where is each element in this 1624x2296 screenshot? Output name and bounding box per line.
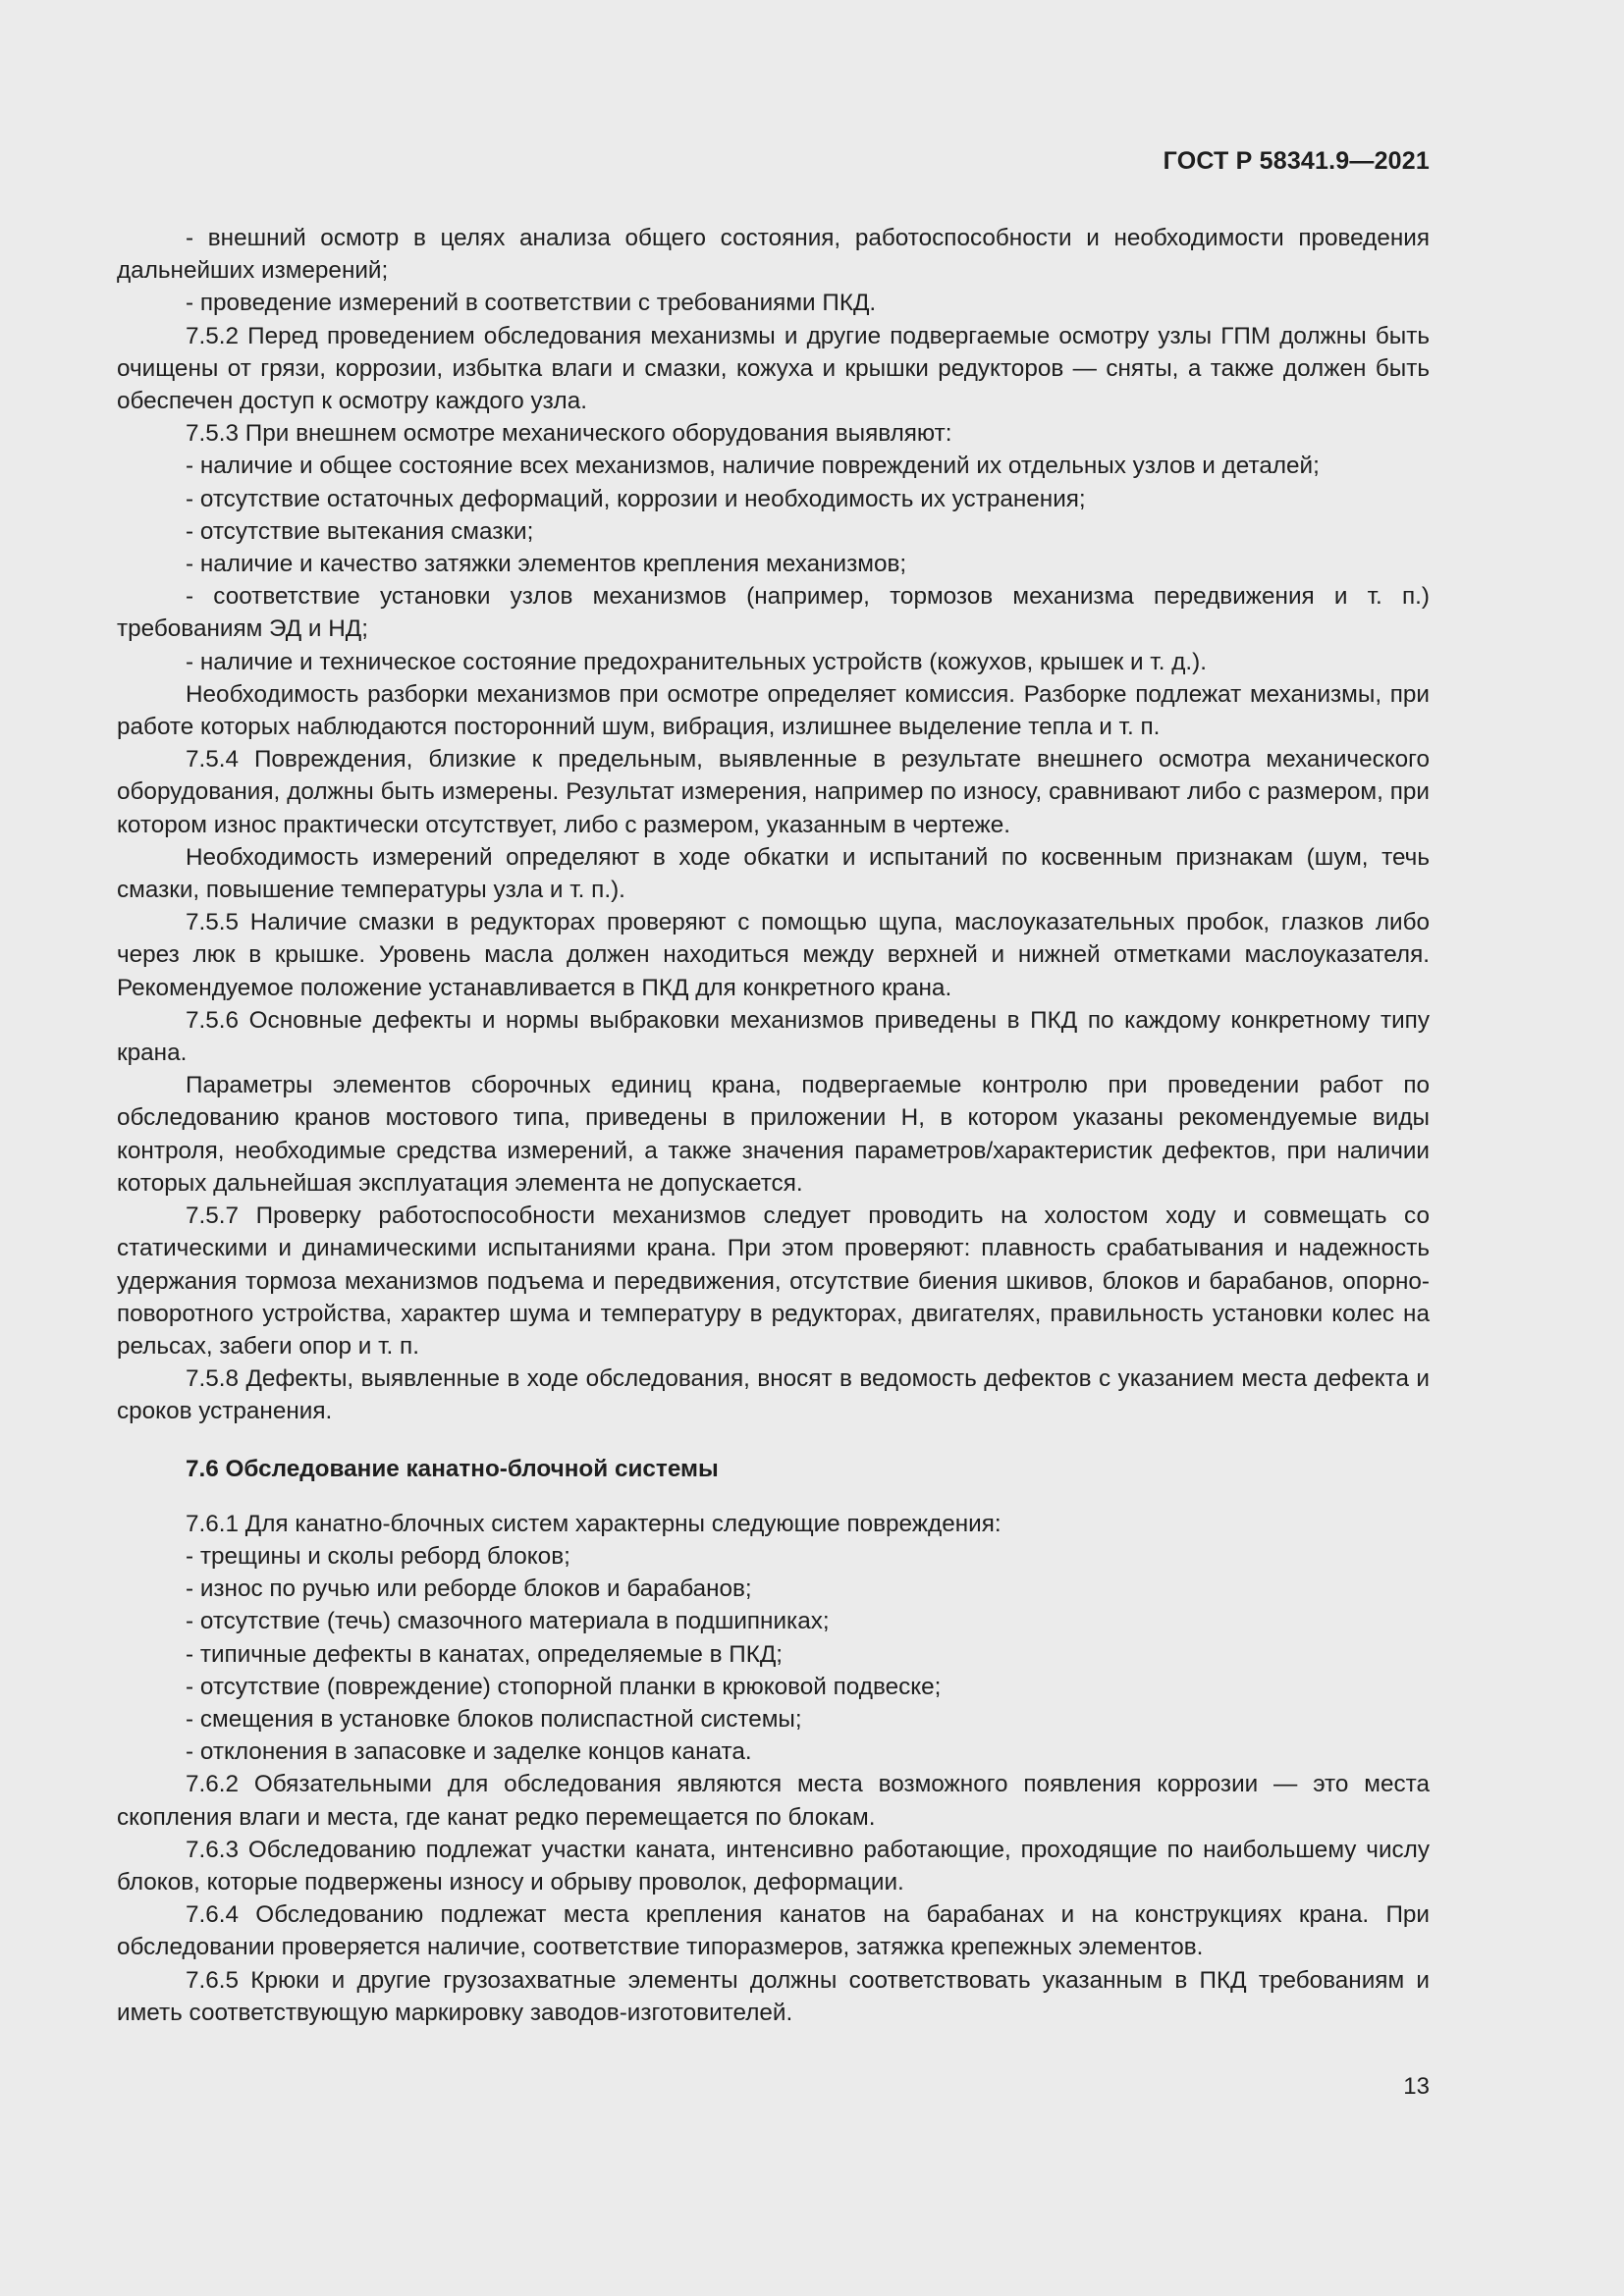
section-heading: 7.6 Обследование канатно-блочной системы [186, 1455, 719, 1482]
list-item: - износ по ручью или реборде блоков и барабанов; [186, 1575, 752, 1603]
list-item: - отсутствие (течь) смазочного материала в подшипниках; [186, 1608, 830, 1635]
paragraph: 7.6.2 Обязательными для обследования являются места возможного появления коррозии — это места скопления влаги и места, где канат редко перемещается по блокам. [117, 1771, 1430, 1831]
document-body [117, 222, 1430, 2029]
paragraph: 7.5.7 Проверку работоспособности механизмов следует проводить на холостом ходу и совмещать со статическими и динамическими испытаниями крана. При этом проверяют: плавность срабатывания и надежность удержания тормоза механизмов подъема и передвижения, отсутствие биения шкивов, блоков и барабанов, опорно-поворотного устройства, характер шума и температуру в редукторах, двигателях, правильность установки колес на рельсах, забеги опор и т. п. [117, 1202, 1430, 1360]
page-number: 13 [1403, 2073, 1430, 2100]
list-item: - отсутствие остаточных деформаций, коррозии и необходимость их устранения; [186, 485, 1086, 512]
document-code-header: ГОСТ Р 58341.9—2021 [1163, 147, 1430, 175]
list-item: - наличие и техническое состояние предохранительных устройств (кожухов, крышек и т. д.). [186, 648, 1207, 675]
paragraph: 7.6.4 Обследованию подлежат места крепления канатов на барабанах и на конструкциях крана. При обследовании проверяется наличие, соответствие типоразмеров, затяжка крепежных элементов. [117, 1901, 1430, 1961]
paragraph: 7.5.8 Дефекты, выявленные в ходе обследования, вносят в ведомость дефектов с указанием места дефекта и сроков устранения. [117, 1365, 1430, 1425]
paragraph: Необходимость разборки механизмов при осмотре определяет комиссия. Разборке подлежат механизмы, при работе которых наблюдаются посторонний шум, вибрация, излишнее выделение тепла и т. п. [117, 680, 1430, 741]
list-item: - наличие и качество затяжки элементов крепления механизмов; [186, 551, 907, 578]
list-item: - смещения в установке блоков полиспастной системы; [186, 1705, 802, 1733]
list-item: - соответствие установки узлов механизмов (например, тормозов механизма передвижения и т. п.) требованиям ЭД и НД; [117, 583, 1430, 643]
paragraph: 7.5.5 Наличие смазки в редукторах проверяют с помощью щупа, маслоуказательных пробок, глазков либо через люк в крышке. Уровень масла должен находиться между верхней и нижней отметками маслоуказателя. Рекомендуемое положение устанавливается в ПКД для конкретного крана. [117, 909, 1430, 1001]
list-item: - внешний осмотр в целях анализа общего состояния, работоспособности и необходимости проведения дальнейших измерений; [117, 225, 1430, 285]
paragraph: 7.5.4 Повреждения, близкие к предельным, выявленные в результате внешнего осмотра механического оборудования, должны быть измерены. Результат измерения, например по износу, сравнивают либо с размером, при котором износ практически отсутствует, либо с размером, указанным в чертеже. [117, 746, 1430, 838]
paragraph: 7.5.3 При внешнем осмотре механического оборудования выявляют: [186, 420, 952, 448]
paragraph: 7.6.3 Обследованию подлежат участки каната, интенсивно работающие, проходящие по наибольшему числу блоков, которые подвержены износу и обрыву проволок, деформации. [117, 1836, 1430, 1896]
list-item: - наличие и общее состояние всех механизмов, наличие повреждений их отдельных узлов и деталей; [186, 453, 1320, 480]
paragraph: 7.5.2 Перед проведением обследования механизмы и другие подвергаемые осмотру узлы ГПМ должны быть очищены от грязи, коррозии, избытка влаги и смазки, кожуха и крышки редукторов — сняты, а также должен быть обеспечен доступ к осмотру каждого узла. [117, 322, 1430, 415]
list-item: - отсутствие (повреждение) стопорной планки в крюковой подвеске; [186, 1673, 942, 1700]
list-item: - отклонения в запасовке и заделке концов каната. [186, 1738, 752, 1766]
list-item: - трещины и сколы реборд блоков; [186, 1542, 570, 1570]
list-item: - проведение измерений в соответствии с требованиями ПКД. [186, 290, 877, 317]
paragraph: Параметры элементов сборочных единиц крана, подвергаемые контролю при проведении работ по обследованию кранов мостового типа, приведены в приложении Н, в котором указаны рекомендуемые виды контроля, необходимые средства измерений, а также значения параметров/характеристик дефектов, при наличии которых дальнейшая эксплуатация элемента не допускается. [117, 1072, 1430, 1197]
list-item: - отсутствие вытекания смазки; [186, 517, 534, 545]
paragraph: 7.5.6 Основные дефекты и нормы выбраковки механизмов приведены в ПКД по каждому конкретному типу крана. [117, 1006, 1430, 1067]
paragraph: 7.6.5 Крюки и другие грузозахватные элементы должны соответствовать указанным в ПКД требованиям и иметь соответствующую маркировку заводов-изготовителей. [117, 1966, 1430, 2026]
list-item: - типичные дефекты в канатах, определяемые в ПКД; [186, 1640, 784, 1668]
paragraph: Необходимость измерений определяют в ходе обкатки и испытаний по косвенным признакам (шум, течь смазки, повышение температуры узла и т. п.). [117, 843, 1430, 904]
paragraph: 7.6.1 Для канатно-блочных систем характерны следующие повреждения: [186, 1510, 1001, 1537]
